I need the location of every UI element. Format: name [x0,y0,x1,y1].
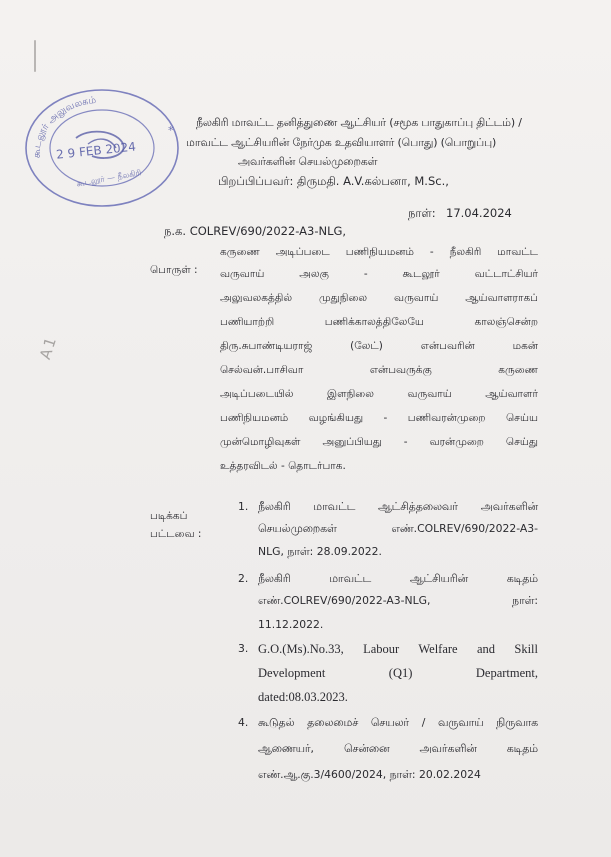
header-line-2: மாவட்ட ஆட்சியரின் நேர்முக உதவியாளர் (பொது) (பொறுப்பு) [186,136,497,149]
reference-number: ந.க. COLREV/690/2022-A3-NLG, [164,224,347,238]
subject-line: வருவாய் அலகு - கூடலூர் வட்டாட்சியர் [220,268,538,280]
stamp-arc-text: கூடலூர் அலுவலகம் [31,94,97,159]
reference-item-line: எண்.COLREV/690/2022-A3-NLG, நாள்: [258,594,538,607]
page-fold-mark [34,40,36,72]
reference-item-number: 1. [238,500,249,513]
header-line-3: அவர்களின் செயல்முறைகள் [238,155,378,168]
reference-item-number: 3. [238,642,249,655]
subject-label: பொருள் : [150,264,198,276]
header-line-1: நீலகிரி மாவட்ட தனித்துணை ஆட்சியர் (சமூக பாதுகாப்பு திட்டம்) / [196,116,522,129]
reference-date: 17.04.2024 [446,206,512,220]
references-label-line-2: பட்டவை : [150,528,202,540]
reference-item-line: ஆணையர், சென்னை அவர்களின் கடிதம் [258,742,538,755]
subject-line: திரு.சுபாண்டியராஜ் (லேட்) என்பவரின் மகன் [220,340,538,352]
reference-item-line: நீலகிரி மாவட்ட ஆட்சித்தலைவர் அவர்களின் [258,500,538,513]
reference-item-line: செயல்முறைகள் எண்.COLREV/690/2022-A3- [258,522,538,535]
subject-line: பணியாற்றி பணிக்காலத்திலேயே காலஞ்சென்ற [220,316,538,328]
office-seal-stamp [18,78,188,210]
subject-line: அடிப்படையில் இளநிலை வருவாய் ஆய்வாளர் [220,388,538,400]
reference-date-label: நாள்: [408,206,436,220]
subject-line: கருணை அடிப்படை பணிநியமனம் - நீலகிரி மாவட்ட [220,246,538,258]
reference-item-line: dated:08.03.2023. [258,690,348,704]
reference-item-line: NLG, நாள்: 28.09.2022. [258,545,382,558]
reference-item [238,642,548,706]
stamp-bottom-text: கூடலூர் — நீலகிரி [75,168,142,189]
reference-item-number: 4. [238,716,249,729]
subject-line: அலுவலகத்தில் முதுநிலை வருவாய் ஆய்வாளராகப் [220,292,538,304]
margin-pencil-mark: A1 [36,333,61,362]
subject-line: செல்வன்.பாசிவா என்பவருக்கு கருணை [220,364,538,376]
stamp-star: * [168,124,174,137]
reference-item-line: 11.12.2022. [258,618,324,631]
reference-item [238,716,548,780]
stamp-date: 2 9 FEB 2024 [55,139,137,162]
reference-item-line: Development (Q1) Department, [258,666,538,680]
reference-item-line: கூடுதல் தலைமைச் செயலர் / வருவாய் நிருவாக [258,716,538,729]
reference-item-line: நீலகிரி மாவட்ட ஆட்சியரின் கடிதம் [258,572,538,585]
header-line-4: பிறப்பிப்பவர்: திருமதி. A.V.கல்பனா, M.Sc., [218,174,449,188]
reference-item-number: 2. [238,572,249,585]
reference-item-line: G.O.(Ms).No.33, Labour Welfare and Skill [258,642,538,656]
subject-line: பணிநியமனம் வழங்கியது - பணிவரன்முறை செய்ய [220,412,538,424]
reference-item [238,500,548,564]
reference-item [238,572,548,636]
references-label-line-1: படிக்கப் [150,510,188,522]
subject-line: உத்தரவிடல் - தொடர்பாக. [220,460,346,472]
subject-line: முன்மொழிவுகள் அனுப்பியது - வரன்முறை செய்து [220,436,538,448]
reference-item-line: எண்.ஆ.கு.3/4600/2024, நாள்: 20.02.2024 [258,768,481,781]
